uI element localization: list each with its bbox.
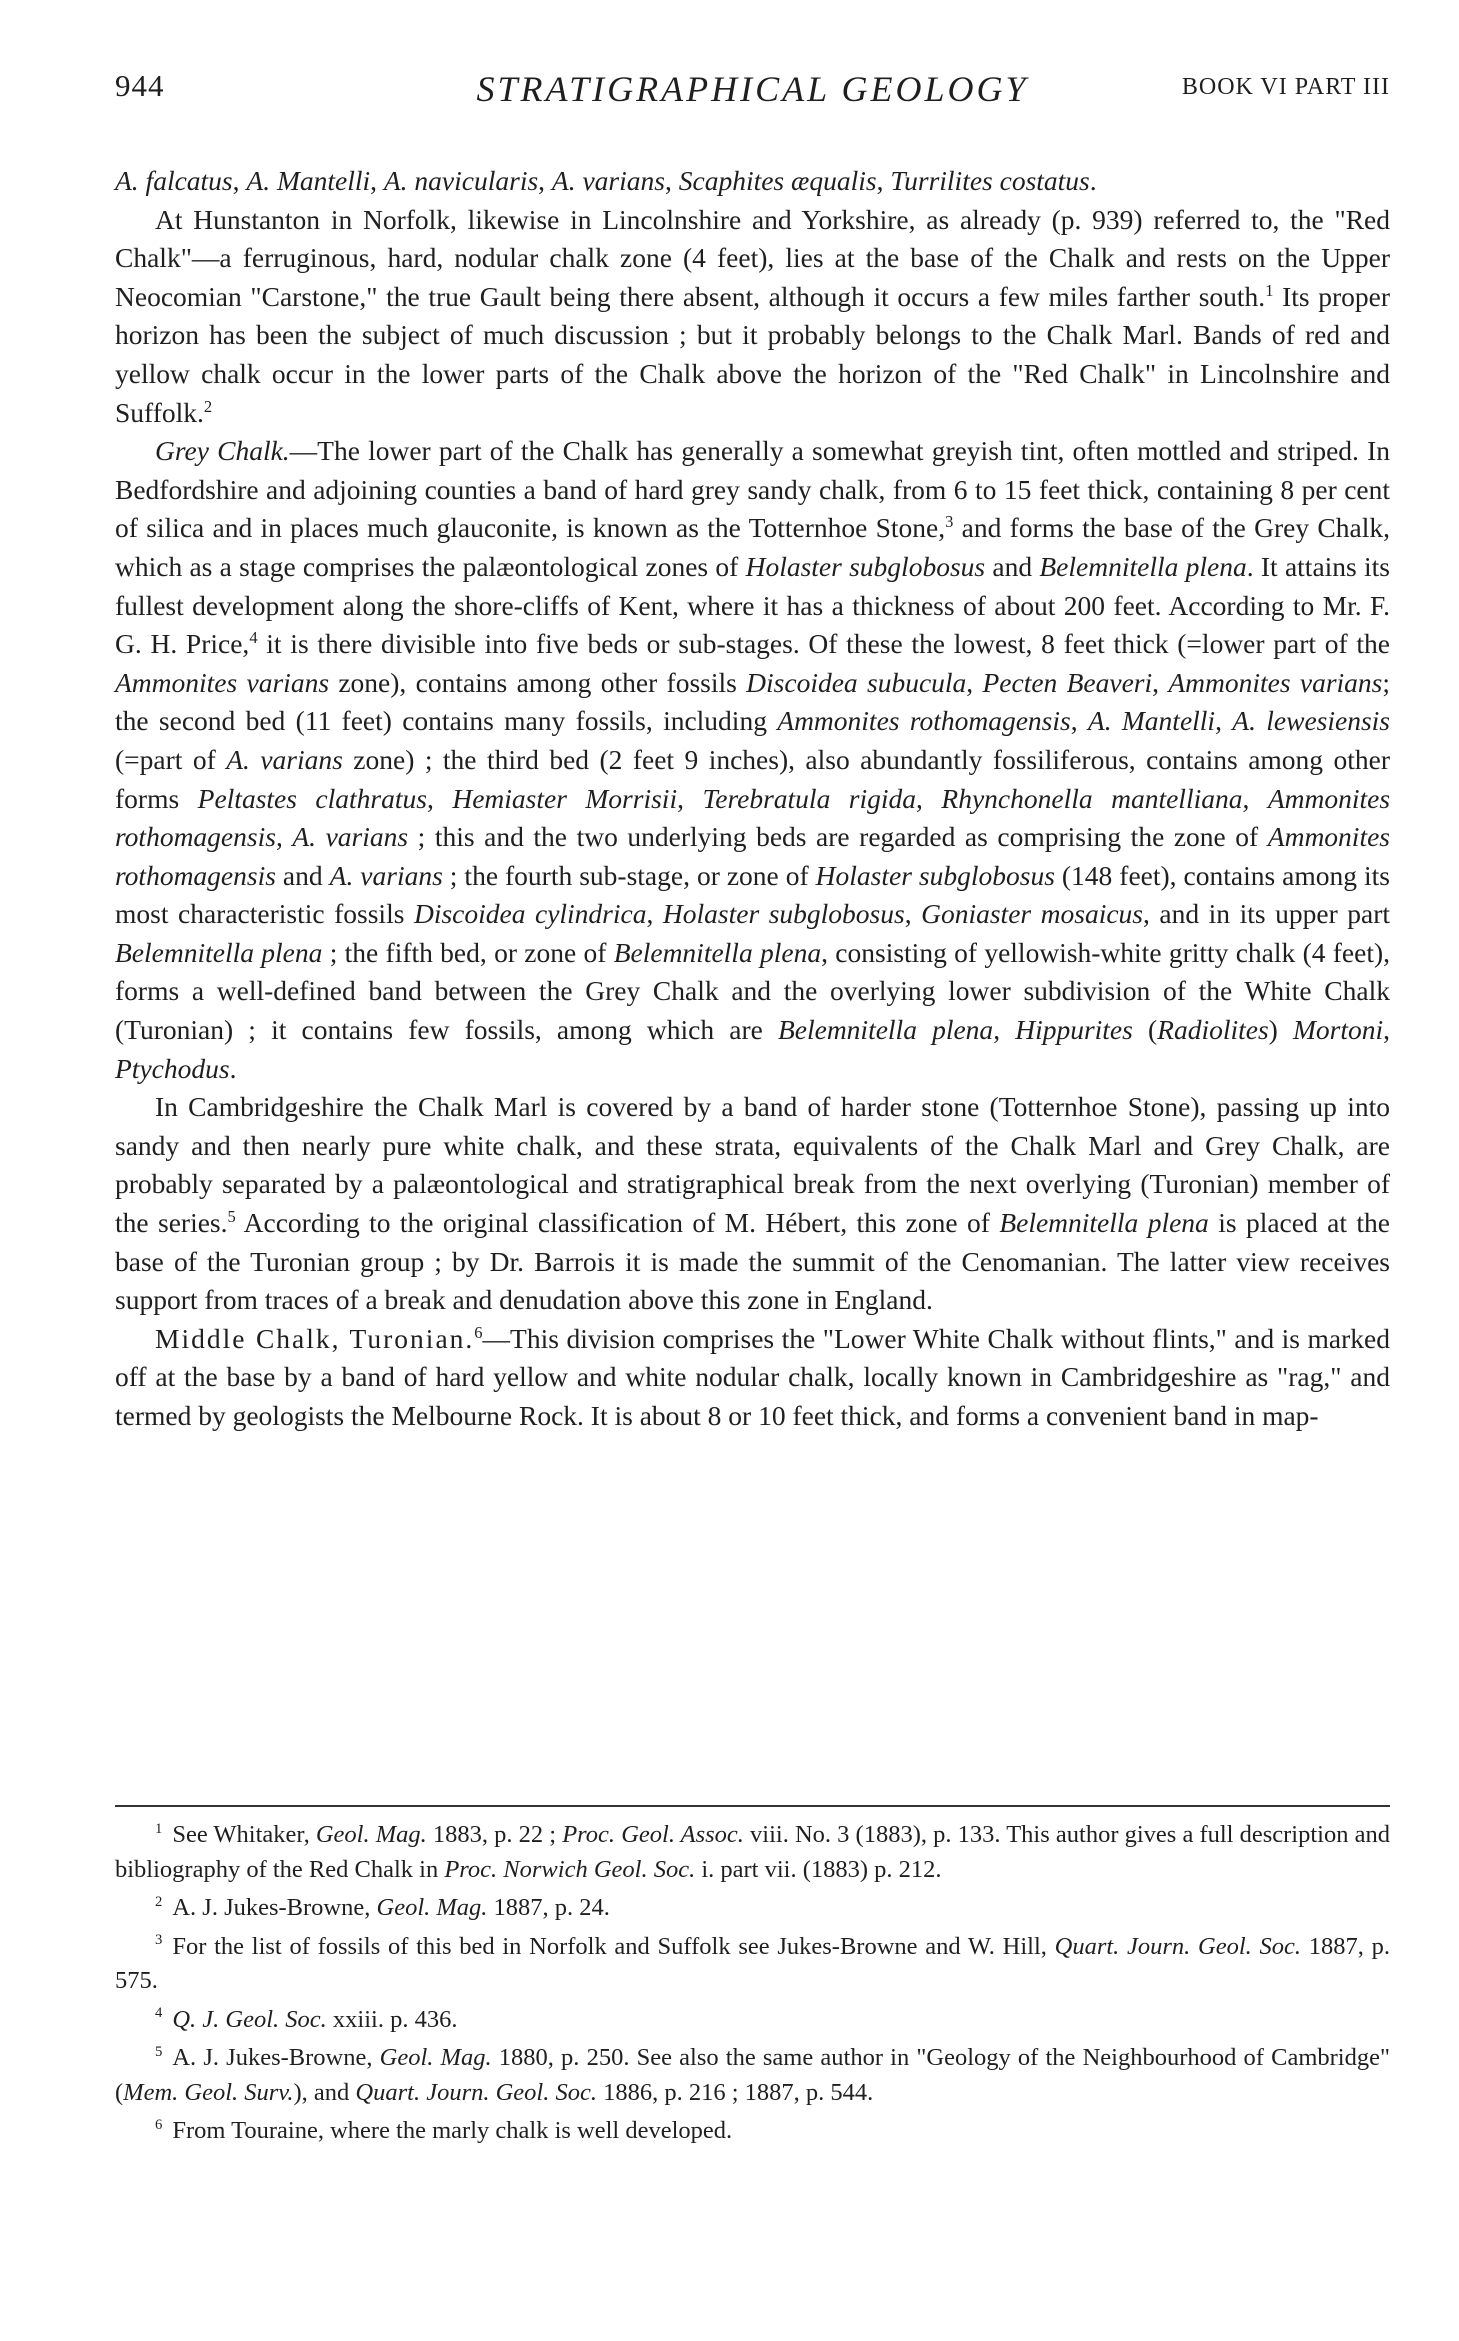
footnote: $^3$ For the list of fossils of this bed in Norfolk and Suffolk see Jukes-Browne and W. Hill, Quart. Journ. Geol. Soc. 1887, p. 575. bbox=[115, 1932, 1390, 1994]
page-header bbox=[115, 68, 1390, 118]
body-text bbox=[115, 162, 1390, 1436]
running-title: STRATIGRAPHICAL GEOLOGY bbox=[476, 69, 1029, 109]
paragraph: In Cambridgeshire the Chalk Marl is covered by a band of harder stone (Totternhoe Stone), passing up into sandy and then nearly pure white chalk, and these strata, equivalents of the Chalk Marl and Grey Chalk, are probably separated by a palæontological and stratigraphical break from the next overlying (Turonian) member of the series.$^5$ According to the original classification of M. Hébert, this zone of Belemnitella plena is placed at the base of the Turonian group ; by Dr. Barrois it is made the summit of the Cenomanian. The latter view receives support from traces of a break and denudation above this zone in England. bbox=[115, 1091, 1390, 1316]
page-number: 944 bbox=[115, 68, 165, 103]
footnote: $^6$ From Touraine, where the marly chalk is well developed. bbox=[155, 2116, 733, 2144]
book-part: BOOK VI PART III bbox=[1181, 74, 1390, 100]
footnote: $^1$ See Whitaker, Geol. Mag. 1883, p. 22 ; Proc. Geol. Assoc. viii. No. 3 (1883), p. 133. This author gives a full description and bibliography of the Red Chalk in Proc. Norwich Geol. Soc. i. part vii. (1883) p. 212. bbox=[115, 1820, 1390, 1883]
paragraph: Middle Chalk, Turonian.$^6$—This division comprises the "Lower White Chalk without flints," and is marked off at the base by a band of hard yellow and white nodular chalk, locally known in Cambridgeshire as "rag," and termed by geologists the Melbourne Rock. It is about 8 or 10 feet thick, and forms a convenient band in map- bbox=[115, 1322, 1390, 1431]
paragraph: A. falcatus, A. Mantelli, A. navicularis, A. varians, Scaphites æqualis, Turrilites costatus. bbox=[115, 165, 1097, 196]
footnotes bbox=[115, 1818, 1390, 2153]
footnote: $^5$ A. J. Jukes-Browne, Geol. Mag. 1880, p. 250. See also the same author in "Geology of the Neighbourhood of Cambridge" (Mem. Geol. Surv.), and Quart. Journ. Geol. Soc. 1886, p. 216 ; 1887, p. 544. bbox=[115, 2043, 1390, 2106]
footnote: $^4$ Q. J. Geol. Soc. xxiii. p. 436. bbox=[155, 2005, 458, 2033]
footnote-divider bbox=[115, 1805, 1390, 1807]
footnote: $^2$ A. J. Jukes-Browne, Geol. Mag. 1887, p. 24. bbox=[155, 1893, 610, 1921]
paragraph: Grey Chalk.—The lower part of the Chalk has generally a somewhat greyish tint, often mottled and striped. In Bedfordshire and adjoining counties a band of hard grey sandy chalk, from 6 to 15 feet thick, containing 8 per cent of silica and in places much glauconite, is known as the Totternhoe Stone,$^3$ and forms the base of the Grey Chalk, which as a stage comprises the palæontological zones of Holaster subglobosus and Belemnitella plena. It attains its fullest development along the shore-cliffs of Kent, where it has a thickness of about 200 feet. According to Mr. F. G. H. Price,$^4$ it is there divisible into five beds or sub-stages. Of these the lowest, 8 feet thick (=lower part of the Ammonites varians zone), contains among other fossils Discoidea subucula, Pecten Beaveri, Ammonites varians; the second bed (11 feet) contains many fossils, including Ammonites rothomagensis, A. Mantelli, A. lewesiensis (=part of A. varians zone) ; the third bed (2 feet 9 inches), also abundantly fossiliferous, contains among other forms Peltastes clathratus, Hemiaster Morrisii, Terebratula rigida, Rhynchonella mantelliana, Ammonites rothomagensis, A. varians ; this and the two underlying beds are regarded as comprising the zone of Ammonites rothomagensis and A. varians ; the fourth sub-stage, or zone of Holaster subglobosus (148 feet), contains among its most characteristic fossils Discoidea cylindrica, Holaster subglobosus, Goniaster mosaicus, and in its upper part Belemnitella plena ; the fifth bed, or zone of Belemnitella plena, consisting of yellowish-white gritty chalk (4 feet), forms a well-defined band between the Grey Chalk and the overlying lower subdivision of the White Chalk (Turonian) ; it contains few fossils, among which are Belemnitella plena, Hippurites (Radiolites) Mortoni, Ptychodus. bbox=[115, 435, 1391, 1084]
paragraph: At Hunstanton in Norfolk, likewise in Lincolnshire and Yorkshire, as already (p. 939) referred to, the "Red Chalk"—a ferruginous, hard, nodular chalk zone (4 feet), lies at the base of the Chalk and rests on the Upper Neocomian "Carstone," the true Gault being there absent, although it occurs a few miles farther south.$^1$ Its proper horizon has been the subject of much discussion ; but it probably belongs to the Chalk Marl. Bands of red and yellow chalk occur in the lower parts of the Chalk above the horizon of the "Red Chalk" in Lincolnshire and Suffolk.$^2$ bbox=[115, 203, 1390, 428]
